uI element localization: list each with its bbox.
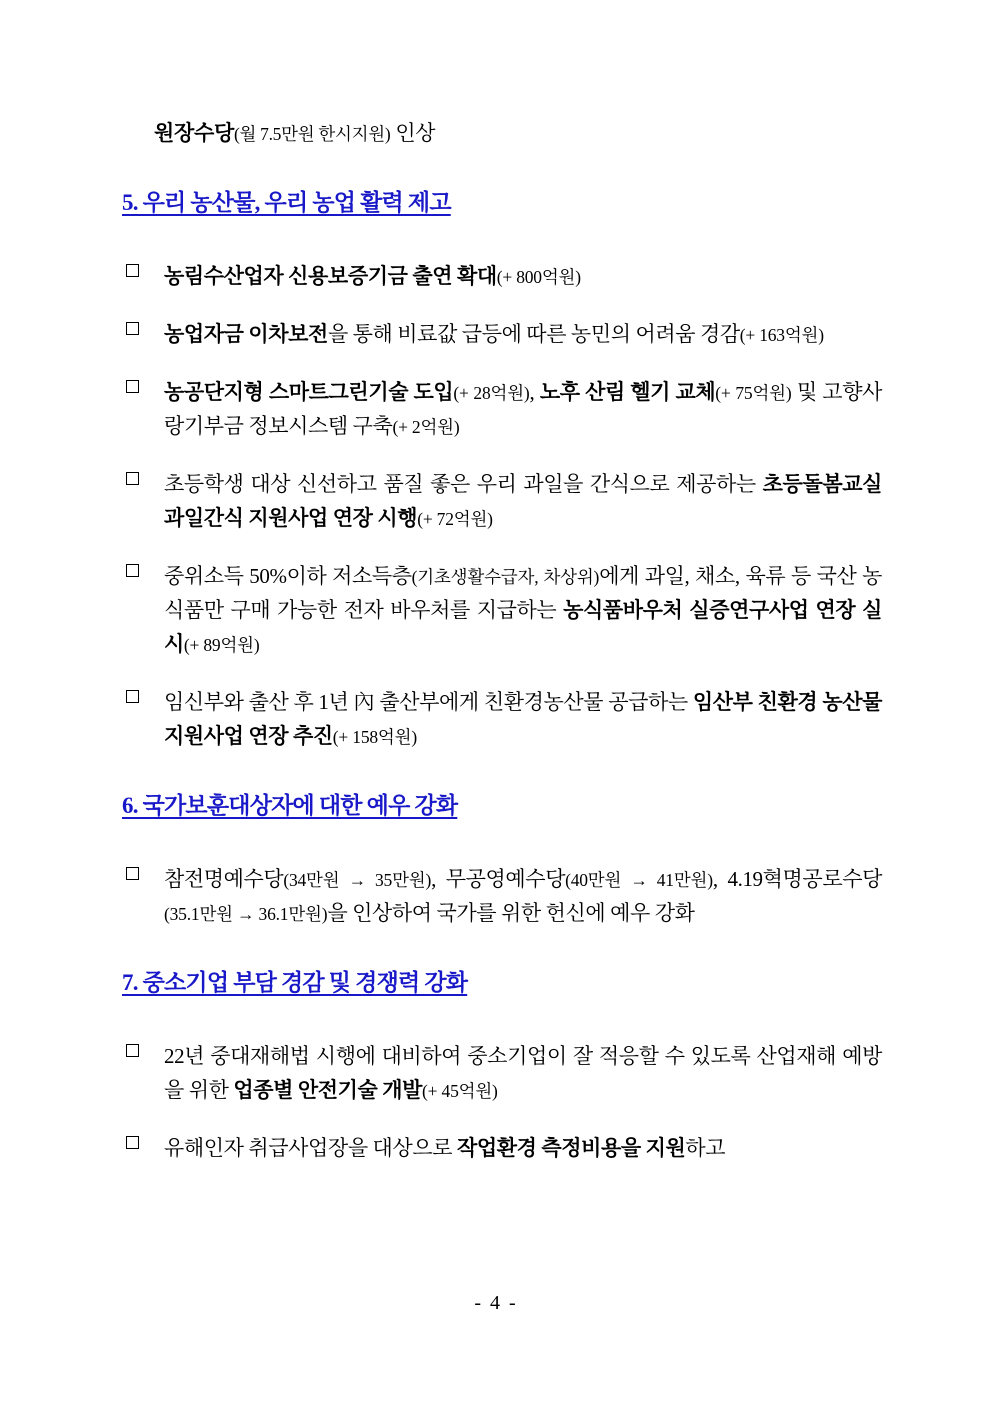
item-text-run: 하고 bbox=[685, 1135, 726, 1160]
section-heading-5: 5. 우리 농산물, 우리 농업 활력 제고 bbox=[122, 189, 451, 215]
item-text-run: 초등돌봄교실 과일간식 지원사업 연장 시행 bbox=[164, 471, 882, 530]
checkbox-bullet-icon bbox=[126, 264, 139, 277]
item-text-run: 참전명예수당 bbox=[164, 866, 284, 891]
item-text-run: 작업환경 측정비용을 지원 bbox=[456, 1135, 686, 1160]
checkbox-bullet-icon bbox=[126, 690, 139, 703]
item-text-run: (40만원 → 41만원) bbox=[565, 869, 713, 890]
item-text-run: 초등학생 대상 신선하고 품질 좋은 우리 과일을 간식으로 제공하는 bbox=[164, 471, 763, 496]
item-text-run: (+ 28억원) bbox=[453, 382, 530, 403]
item-text-run: (35.1만원 → 36.1만원) bbox=[164, 903, 328, 924]
item-text-run: 노후 산림 헬기 교체 bbox=[539, 379, 716, 404]
item-text-run: , 무공영예수당 bbox=[431, 866, 566, 891]
item-text-run: 을 통해 비료값 급등에 따른 농민의 어려움 경감 bbox=[327, 321, 740, 346]
list-item bbox=[122, 259, 882, 293]
continuation-paren-text: (월 7.5만원 한시지원) bbox=[233, 124, 391, 144]
item-text-run: (+ 158억원) bbox=[332, 726, 417, 747]
item-text-run: , 4.19혁명공로수당 bbox=[712, 866, 882, 891]
page-content bbox=[122, 118, 882, 1165]
list-item bbox=[122, 1131, 882, 1165]
item-text-run: (+ 163억원) bbox=[739, 324, 824, 345]
section-heading-6: 6. 국가보훈대상자에 대한 예우 강화 bbox=[122, 792, 458, 818]
item-text-run: 업종별 안전기술 개발 bbox=[233, 1077, 423, 1102]
item-text-run: 중위소득 50%이하 저소득층 bbox=[164, 563, 412, 588]
checkbox-bullet-icon bbox=[126, 1136, 139, 1149]
item-text-run: 임산부 친환경 농산물 지원사업 연장 추진 bbox=[164, 689, 882, 748]
section-heading-7: 7. 중소기업 부담 경감 및 경쟁력 강화 bbox=[122, 969, 468, 995]
item-text-run: 에게 과일, 채소, 육류 등 국산 농식품만 구매 가능한 전자 바우처를 지급하는 bbox=[164, 563, 882, 622]
list-item bbox=[122, 317, 882, 351]
checkbox-bullet-icon bbox=[126, 380, 139, 393]
page-number: - 4 - bbox=[474, 1292, 518, 1314]
item-text-run: 및 고향사랑기부금 정보시스템 구축 bbox=[164, 379, 882, 438]
section-5-heading-wrap bbox=[122, 184, 882, 239]
section-5-items bbox=[122, 259, 882, 753]
section-6-heading-wrap bbox=[122, 787, 882, 842]
item-text-run: 임신부와 출산 후 1년 內 출산부에게 친환경농산물 공급하는 bbox=[164, 689, 693, 714]
continuation-bold-text: 원장수당 bbox=[154, 121, 234, 145]
item-text-run: 농식품바우처 실증연구사업 연장 실시 bbox=[164, 597, 883, 656]
item-text-run: (34만원 → 35만원) bbox=[283, 869, 432, 890]
item-text-run: (+ 72억원) bbox=[417, 508, 493, 529]
section-6-items bbox=[122, 862, 882, 930]
checkbox-bullet-icon bbox=[126, 867, 139, 880]
item-text-run: (+ 800억원) bbox=[496, 266, 581, 287]
item-text-run: (+ 75억원) bbox=[715, 382, 792, 403]
item-text-run: 농공단지형 스마트그린기술 도입 bbox=[164, 379, 454, 404]
list-item bbox=[122, 862, 882, 930]
item-text-run: 유해인자 취급사업장을 대상으로 bbox=[164, 1135, 457, 1160]
checkbox-bullet-icon bbox=[126, 564, 139, 577]
list-item bbox=[122, 559, 882, 661]
continuation-line bbox=[154, 118, 882, 150]
section-7-heading-wrap bbox=[122, 964, 882, 1019]
item-text-run: 22년 중대재해법 시행에 대비하여 중소기업이 잘 적응할 수 있도록 산업재해 예방을 위한 bbox=[164, 1043, 882, 1102]
section-7-items bbox=[122, 1039, 882, 1165]
list-item bbox=[122, 467, 882, 535]
item-text-run: (기초생활수급자, 차상위) bbox=[411, 566, 600, 587]
list-item bbox=[122, 375, 882, 443]
item-text-run: 농업자금 이차보전 bbox=[164, 321, 328, 346]
list-item bbox=[122, 1039, 882, 1107]
item-text-run: (+ 89억원) bbox=[183, 634, 260, 655]
item-text-run: (+ 45억원) bbox=[422, 1080, 498, 1101]
item-text-run: 농림수산업자 신용보증기금 출연 확대 bbox=[164, 263, 497, 288]
item-text-run: (+ 2억원) bbox=[392, 416, 460, 437]
checkbox-bullet-icon bbox=[126, 1044, 139, 1057]
checkbox-bullet-icon bbox=[126, 322, 139, 335]
item-text-run: , bbox=[529, 379, 540, 404]
continuation-tail-text: 인상 bbox=[390, 121, 436, 145]
list-item bbox=[122, 685, 882, 753]
item-text-run: 을 인상하여 국가를 위한 헌신에 예우 강화 bbox=[327, 900, 695, 925]
checkbox-bullet-icon bbox=[126, 472, 139, 485]
